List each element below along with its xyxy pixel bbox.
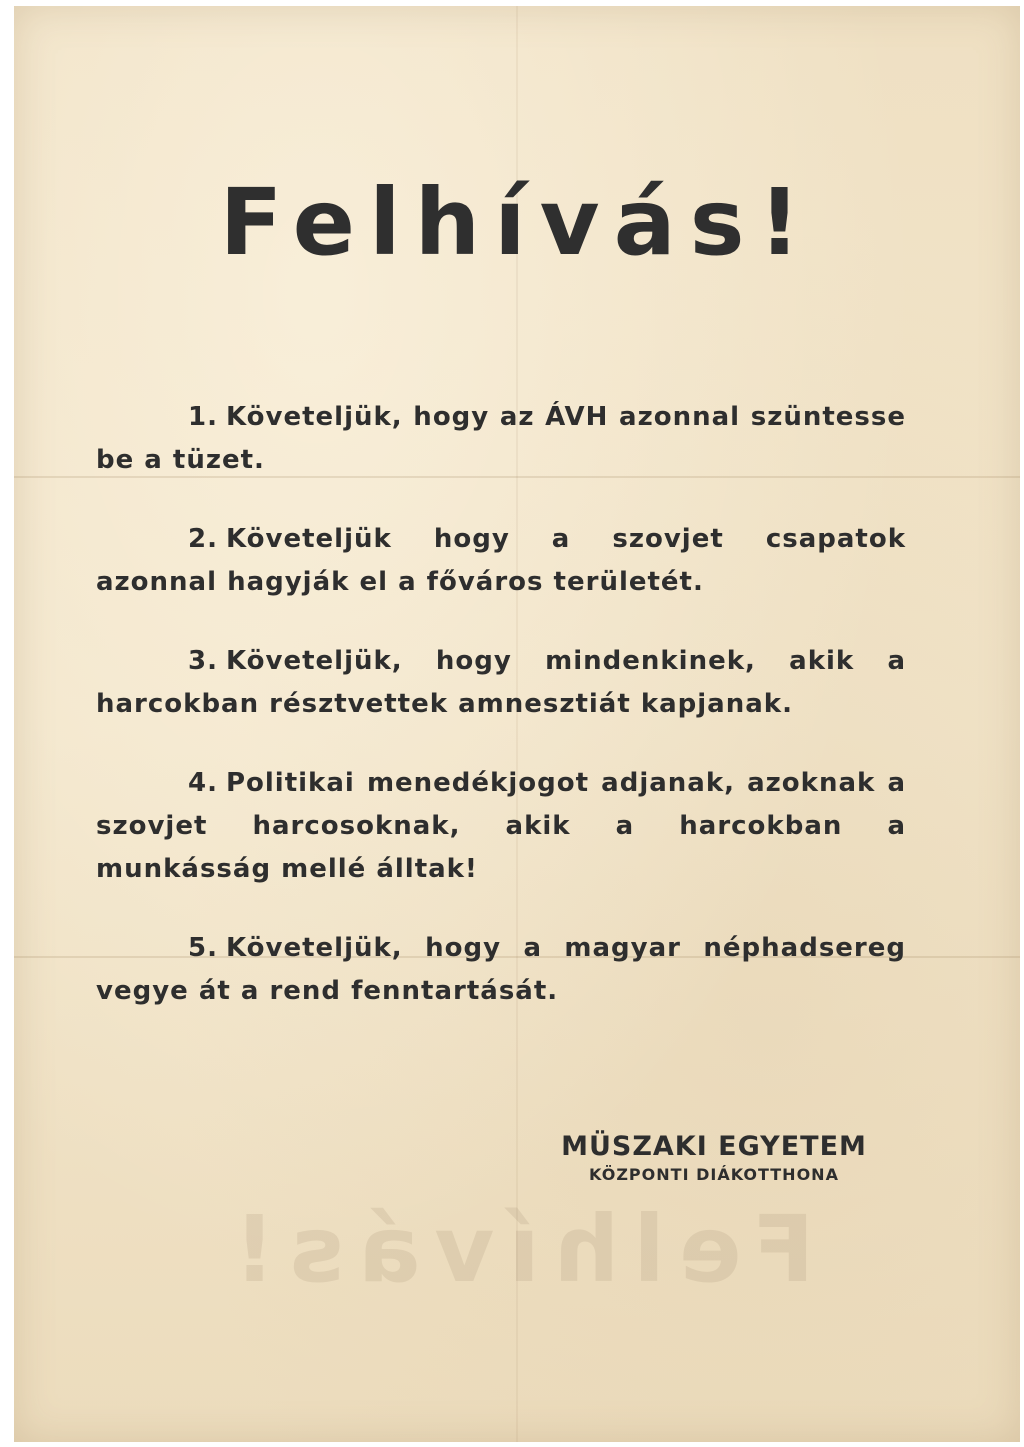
demand-item [96, 396, 906, 482]
signature-block [514, 1130, 914, 1186]
demand-text: Követeljük, hogy az ÁVH azonnal szüntesse be a tüzet. [96, 402, 906, 475]
signature-organization: MÜSZAKI EGYETEM [561, 1131, 867, 1162]
demand-item [96, 927, 906, 1013]
demand-item [96, 518, 906, 604]
demand-number: 4. [188, 768, 218, 798]
demand-item [96, 762, 906, 891]
show-through-text: Felhívás! [219, 1196, 815, 1303]
leaflet-paper [14, 6, 1020, 1442]
demand-text: Követeljük hogy a szovjet csapatok azonnal hagyják el a főváros területét. [96, 524, 906, 597]
demand-item [96, 640, 906, 726]
demand-number: 5. [188, 933, 218, 963]
demand-text: Követeljük, hogy mindenkinek, akik a harcokban résztvettek amnesztiát kapjanak. [96, 646, 906, 719]
demand-number: 3. [188, 646, 218, 676]
signature-suborganization: KÖZPONTI DIÁKOTTHONA [589, 1165, 839, 1184]
demand-text: Politikai menedékjogot adjanak, azoknak a szovjet harcosoknak, akik a harcokban a munkásság mellé álltak! [96, 768, 906, 884]
demand-text: Követeljük, hogy a magyar néphadsereg vegye át a rend fenntartását. [96, 933, 906, 1006]
demand-number: 1. [188, 402, 218, 432]
page-title: Felhívás! [219, 169, 815, 276]
demands-list [96, 396, 906, 1049]
demand-number: 2. [188, 524, 218, 554]
